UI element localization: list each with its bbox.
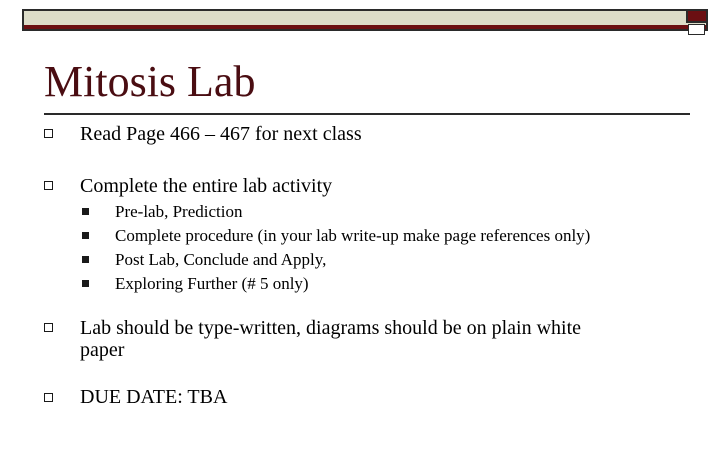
hollow-square-bullet-icon bbox=[44, 181, 53, 190]
header-corner-box bbox=[688, 24, 705, 35]
bullet-read-pages: Read Page 466 – 467 for next class bbox=[80, 123, 362, 145]
header-accent-rule bbox=[24, 25, 706, 29]
header-decoration-bar bbox=[22, 9, 708, 31]
filled-square-bullet-icon bbox=[82, 280, 89, 287]
hollow-square-bullet-icon bbox=[44, 129, 53, 138]
sub-bullet-postlab: Post Lab, Conclude and Apply, bbox=[115, 250, 327, 269]
bullet-typewritten-line2: paper bbox=[80, 339, 125, 361]
bullet-typewritten-line1: Lab should be type-written, diagrams should be on plain white bbox=[80, 317, 582, 339]
filled-square-bullet-icon bbox=[82, 208, 89, 215]
hollow-square-bullet-icon bbox=[44, 323, 53, 332]
sub-bullet-prelab: Pre-lab, Prediction bbox=[115, 202, 243, 221]
sub-bullet-procedure: Complete procedure (in your lab write-up make page references only) bbox=[115, 226, 591, 245]
title-underline bbox=[44, 113, 690, 115]
bullet-complete-lab: Complete the entire lab activity bbox=[80, 175, 333, 197]
header-corner-block bbox=[686, 9, 708, 23]
sub-bullet-exploring: Exploring Further (# 5 only) bbox=[115, 274, 309, 293]
bullet-due-date: DUE DATE: TBA bbox=[80, 386, 228, 408]
hollow-square-bullet-icon bbox=[44, 393, 53, 402]
slide-title: Mitosis Lab bbox=[44, 57, 256, 106]
filled-square-bullet-icon bbox=[82, 256, 89, 263]
filled-square-bullet-icon bbox=[82, 232, 89, 239]
